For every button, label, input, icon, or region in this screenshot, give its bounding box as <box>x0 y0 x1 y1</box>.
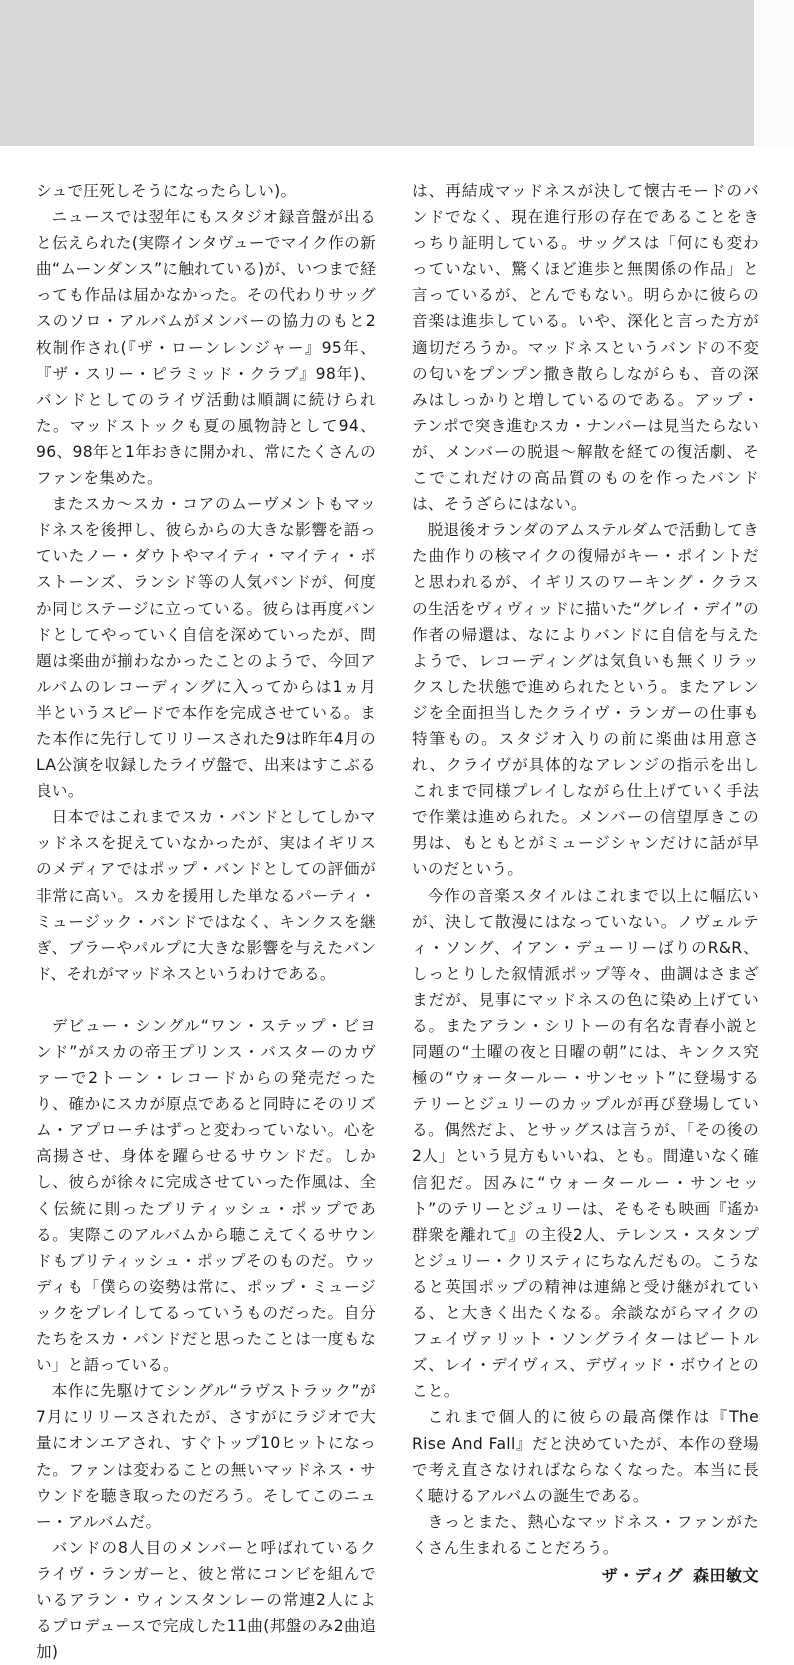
paragraph: デビュー・シングル“ワン・ステップ・ビヨンド”がスカの帝王プリンス・バスターのカヴァーで2トーン・レコードからの発売だったり、確かにスカが原点であると同時にそのリズム・アプローチはずっと変わっていない。心を高揚させ、身体を躍らせるサウンドだ。しかし、彼らが徐々に完成させていった作風は、全く伝統に則ったブリティッシュ・ポップである。実際このアルバムから聴こえてくるサウンドもブリティッシュ・ポップそのものだ。ウッディも「僕らの姿勢は常に、ポップ・ミュージックをプレイしてるっていうものだった。自分たちをスカ・バンドだと思ったことは一度もない」と語っている。 <box>36 1016 376 1375</box>
paragraph: 今作の音楽スタイルはこれまで以上に幅広いが、決して散漫にはなっていない。ノヴェルティ・ソング、イアン・デューリーばりのR&R、しっとりした叙情派ポップ等々、曲調はさまざまだが、見事にマッドネスの色に染め上げている。またアラン・シリトーの有名な青春小説と同題の“土曜の夜と日曜の朝”には、キンクス究極の“ウォータールー・サンセット”に登場するテリーとジュリーのカップルが再び登場している。偶然だよ、とサッグスは言うが、「その後の2人」という見方もいいね、とも。間違いなく確信犯だ。因みに“ウォータールー・サンセット”のテリーとジュリーは、そもそも映画『遙か群衆を離れて』の主役2人、テレンス・スタンプとジュリー・クリスティにちなんだもの。こうなると英国ポップの精神は連綿と受け継がれている、と大きく出たくなる。余談ながらマイクのフェイヴァリット・ソングライターはビートルズ、レイ・デイヴィス、デヴィッド・ボウイとのこと。 <box>412 886 759 1401</box>
top-margin <box>754 0 794 146</box>
paragraph: ニュースでは翌年にもスタジオ録音盤が出ると伝えられた(実際インタヴューでマイク作の新曲“ムーンダンス”に触れている)が、いつまで経っても作品は届かなかった。その代わりサッグスのソロ・アルバムがメンバーの協力のもと2枚制作され(『ザ・ローンレンジャー』95年、『ザ・スリー・ピラミッド・クラブ』98年)、バンドとしてのライヴ活動は順調に続けられた。マッドストックも夏の風物詩として94、96、98年と1年おきに開かれ、常にたくさんのファンを集めた。 <box>36 208 376 488</box>
paragraph: 日本ではこれまでスカ・バンドとしてしかマッドネスを捉えていなかったが、実はイギリスのメディアではポップ・バンドとしての評価が非常に高い。スカを援用した単なるパーティ・ミュージック・バンドではなく、キンクスを継ぎ、ブラーやパルプに大きな影響を与えたバンド、それがマッドネスというわけである。 <box>36 808 376 983</box>
top-gray-band <box>0 0 754 146</box>
byline <box>412 1563 759 1589</box>
right-column <box>412 178 759 1589</box>
paragraph: は、再結成マッドネスが決して懐古モードのバンドでなく、現在進行形の存在であることをきっちり証明している。サッグスは「何にも変わっていない、驚くほど進歩と無関係の作品」と言っているが、とんでもない。明らかに彼らの音楽は進歩している。いや、深化と言った方が適切だろうか。マッドネスというバンドの不変の匂いをプンプン撒き散らしながらも、音の深みはしっかりと増しているのである。アップ・テンポで突き進むスカ・ナンバーは見当たらないが、メンバーの脱退〜解散を経ての復活劇、そこでこれだけの高品質のものを作ったバンドは、そうざらにはない。 <box>412 182 760 514</box>
paragraph-gap <box>36 987 376 1013</box>
byline-publication: ザ・ディグ <box>601 1565 683 1585</box>
byline-author: 森田敏文 <box>692 1565 759 1585</box>
paragraph: きっとまた、熱心なマッドネス・ファンがたくさん生まれることだろう。 <box>412 1512 759 1557</box>
paragraph: これまで個人的に彼らの最高傑作は『The Rise And Fall』だと決めていたが、本作の登場で考え直さなければならなくなった。本当に長く聴けるアルバムの誕生である。 <box>412 1408 759 1505</box>
left-column <box>36 178 376 1665</box>
paragraph: シュで圧死しそうになったらしい)。 <box>36 182 297 200</box>
paragraph: またスカ〜スカ・コアのムーヴメントもマッドネスを後押し、彼らからの大きな影響を語っていたノー・ダウトやマイティ・マイティ・ボストーンズ、ランシド等の人気バンドが、何度か同じステージに立っている。彼らは再度バンドとしてやっていく自信を深めていったが、問題は楽曲が揃わなかったことのようで、今回アルバムのレコーディングに入ってからは1ヵ月半というスピードで本作を完成させている。また本作に先行してリリースされた9は昨年4月のLA公演を収録したライヴ盤で、出来はすこぶる良い。 <box>36 495 376 801</box>
paragraph: バンドの8人目のメンバーと呼ばれているクライヴ・ランガーと、彼と常にコンビを組んでいるアラン・ウィンスタンレーの常連2人によるプロデュースで完成した11曲(邦盤のみ2曲追加) <box>36 1538 376 1662</box>
paragraph: 本作に先駆けてシングル“ラヴストラック”が7月にリリースされたが、さすがにラジオで大量にオンエアされ、すぐトップ10ヒットになった。ファンは変わることの無いマッドネス・サウンドを聴き取ったのだろう。そしてこのニュー・アルバムだ。 <box>36 1382 376 1531</box>
paragraph: 脱退後オランダのアムステルダムで活動してきた曲作りの核マイクの復帰がキー・ポイントだと思われるが、イギリスのワーキング・クラスの生活をヴィヴィッドに描いた“グレイ・デイ”の作者の帰還は、なによりバンドに自信を与えたようで、レコーディングは気負いも無くリラックスした状態で進められたという。またアレンジを全面担当したクライヴ・ランガーの仕事も特筆もの。スタジオ入りの前に楽曲は用意され、クライヴが具体的なアレンジの指示を出しこれまで同様プレイしながら仕上げていく手法で作業は進められた。メンバーの信望厚きこの男は、もともとがミュージシャンだけに話が早いのだという。 <box>412 521 759 879</box>
